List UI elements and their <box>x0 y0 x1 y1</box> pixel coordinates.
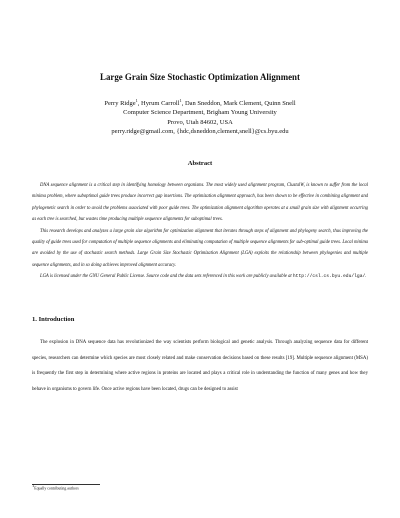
abstract-paragraph-1: DNA sequence alignment is a critical step in identifying homology between organisms. The most widely used alignment program, ClustalW, is known to suffer from the local minima problem, where suboptimal guide trees produce incorrect gap insertions. The optimization alignment approach, has been shown to be effective in combining alignment and phylogenetic search in order to avoid the problems associated with poor guide trees. The optimization alignment algorithm operates at a small grain size with alignment occurring as each tree is searched, but wastes time producing multiple sequence alignments for suboptimal trees. <box>32 183 368 223</box>
author-emails: perry.ridge@gmail.com, {hdc,dsneddon,clement,snell}@cs.byu.edu <box>111 127 289 135</box>
source-code-link[interactable]: http://csl.cs.byu.edu/lga/ <box>292 274 366 280</box>
abstract-body <box>32 180 368 283</box>
abstract-paragraph-3 <box>32 271 368 282</box>
footnote-text: Equally contributing authors <box>34 486 79 491</box>
author-names <box>0 99 400 108</box>
author-others: , Dan Sneddon, Mark Clement, Quinn Snell <box>181 100 296 107</box>
paper-title: Large Grain Size Stochastic Optimization Alignment <box>100 72 300 82</box>
abstract-paragraph-2: This research develops and analyzes a large grain size algorithm for optimization alignment that iterates through steps of alignment and phylogeny search, thus improving the quality of guide trees used for computation of multiple sequence alignments and eliminating computation of multiple sequence alignments for sub-optimal guide trees. Local minima are avoided by the use of stochastic search methods. Large Grain Size Stochastic Optimization Alignment (LGA) exploits the relationship between phylogenies and multiple sequence alignments, and in so doing achieves improved alignment accuracy. <box>32 228 368 268</box>
footnote-mark: 1 <box>32 483 35 488</box>
author-department: Computer Science Department, Brigham Young University <box>123 109 277 117</box>
introduction-body <box>32 335 368 397</box>
author-ridge: Perry Ridge <box>104 100 136 107</box>
author-ridge-footnote-mark: 1 <box>135 97 138 103</box>
author-block <box>0 99 400 136</box>
footnote-divider <box>32 484 100 485</box>
footnote <box>32 483 79 491</box>
abstract-license-text: LGA is licensed under the GNU General Public License. Source code and the data sets referenced in this work are publicly available at <box>40 274 293 280</box>
author-location: Provo, Utah 84602, USA <box>167 118 233 126</box>
abstract-heading: Abstract <box>187 160 213 167</box>
introduction-heading: 1. Introduction <box>32 316 75 323</box>
author-carroll: , Hyrum Carroll <box>137 100 180 107</box>
introduction-paragraph: The explosion in DNA sequence data has revolutionized the way scientists perform biological and genetic analysis. Through analyzing sequence data for different species, researchers can determine which species are most closely related and make conservation decisions based on these results [19]. Multiple sequence alignment (MSA) is frequently the first step in determining where active regions in proteins are located and plays a critical role in understanding the function of many genes and how they behave in organisms to govern life. Once active regions have been located, drugs can be designed to assist <box>32 340 368 392</box>
abstract-period: . <box>365 274 367 280</box>
author-carroll-footnote-mark: 1 <box>179 97 182 103</box>
